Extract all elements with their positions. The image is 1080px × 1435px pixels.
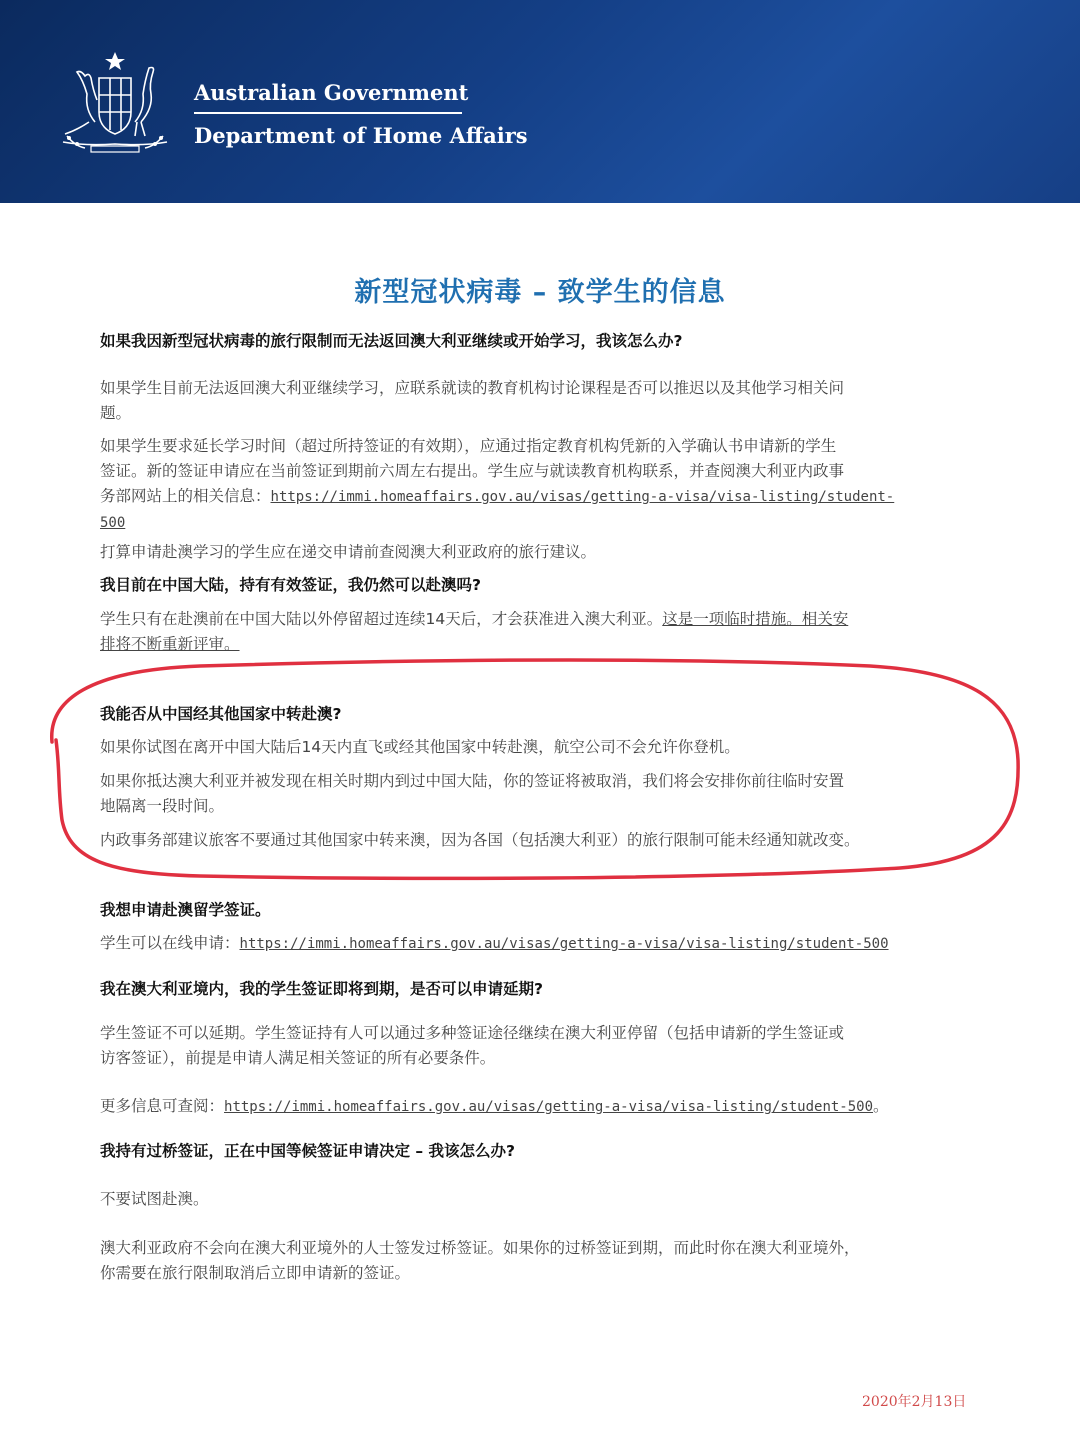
text-line (100, 632, 980, 657)
student-visa-link[interactable]: https://immi.homeaffairs.gov.au/visas/getting-a-visa/visa-listing/student- (270, 489, 895, 505)
answer-paragraph (100, 376, 980, 426)
student-visa-link-continuation[interactable]: 500 (100, 515, 126, 531)
answer-paragraph: 如果你试图在离开中国大陆后14天内直飞或经其他国家中转赴澳，航空公司不会允许你登机。 (100, 738, 740, 756)
text-line: 如果学生目前无法返回澳大利亚继续学习，应联系就读的教育机构讨论课程是否可以推迟以及其他学习相关问 (100, 379, 845, 397)
text-span: 学生可以在线申请： (100, 934, 240, 952)
text-line: 题。 (100, 404, 132, 422)
question-bridging-visa: 我持有过桥签证，正在中国等候签证申请决定 – 我该怎么办? (100, 1142, 516, 1160)
question-apply-student-visa: 我想申请赴澳留学签证。 (100, 901, 271, 919)
answer-paragraph (100, 1021, 980, 1071)
text-line (100, 510, 980, 536)
text-line: 地隔离一段时间。 (100, 797, 225, 815)
student-visa-link[interactable]: https://immi.homeaffairs.gov.au/visas/getting-a-visa/visa-listing/student-500 (224, 1099, 874, 1115)
question-transit-other-country: 我能否从中国经其他国家中转赴澳? (100, 705, 342, 723)
text-line: 如果学生要求延长学习时间（超过所持签证的有效期），应通过指定教育机构凭新的入学确认书申请新的学生 (100, 437, 837, 455)
document-title: 新型冠状病毒 – 致学生的信息 (354, 277, 726, 308)
text-line: 学生签证不可以延期。学生签证持有人可以通过多种签证途径继续在澳大利亚停留（包括申请新的学生签证或 (100, 1024, 845, 1042)
text-span: 。 (873, 1097, 889, 1115)
underlined-text: 这是一项临时措施。相关安 (662, 610, 849, 628)
government-name: Australian Government (194, 80, 469, 105)
underlined-text: 排将不断重新评审。 (100, 635, 240, 653)
answer-paragraph: 不要试图赴澳。 (100, 1190, 209, 1208)
question-return-to-study: 如果我因新型冠状病毒的旅行限制而无法返回澳大利亚继续或开始学习，我该怎么办? (100, 332, 683, 350)
answer-paragraph (100, 1236, 980, 1286)
answer-paragraph (100, 607, 980, 657)
text-line (100, 484, 980, 510)
australian-coat-of-arms-icon (55, 50, 175, 155)
question-visa-extension: 我在澳大利亚境内，我的学生签证即将到期，是否可以申请延期? (100, 980, 543, 998)
answer-paragraph: 打算申请赴澳学习的学生应在递交申请前查阅澳大利亚政府的旅行建议。 (100, 543, 597, 561)
text-line: 你需要在旅行限制取消后立即申请新的签证。 (100, 1264, 411, 1282)
question-valid-visa-in-china: 我目前在中国大陆，持有有效签证，我仍然可以赴澳吗? (100, 576, 481, 594)
text-line: 澳大利亚政府不会向在澳大利亚境外的人士签发过桥签证。如果你的过桥签证到期，而此时你在澳大利亚境外， (100, 1239, 860, 1257)
text-line: 签证。新的签证申请应在当前签证到期前六周左右提出。学生应与就读教育机构联系，并查阅澳大利亚内政事 (100, 462, 845, 480)
answer-paragraph (100, 769, 980, 819)
answer-paragraph: 内政事务部建议旅客不要通过其他国家中转来澳，因为各国（包括澳大利亚）的旅行限制可能未经通知就改变。 (100, 831, 860, 849)
text-span: 更多信息可查阅： (100, 1097, 225, 1115)
header-divider (194, 112, 462, 114)
header-banner (0, 0, 1080, 203)
text-line (100, 607, 980, 632)
answer-paragraph (100, 434, 980, 536)
text-span: 学生只有在赴澳前在中国大陆以外停留超过连续14天后，才会获准进入澳大利亚。 (100, 610, 663, 628)
document-date: 2020年2月13日 (862, 1394, 967, 1410)
answer-paragraph (100, 1094, 980, 1120)
text-line: 如果你抵达澳大利亚并被发现在相关时期内到过中国大陆，你的签证将被取消，我们将会安排你前往临时安置 (100, 772, 845, 790)
answer-paragraph (100, 931, 980, 957)
department-name: Department of Home Affairs (194, 123, 528, 148)
text-line: 访客签证），前提是申请人满足相关签证的所有必要条件。 (100, 1049, 496, 1067)
student-visa-link[interactable]: https://immi.homeaffairs.gov.au/visas/getting-a-visa/visa-listing/student-500 (239, 936, 889, 952)
text-span: 务部网站上的相关信息： (100, 487, 271, 505)
